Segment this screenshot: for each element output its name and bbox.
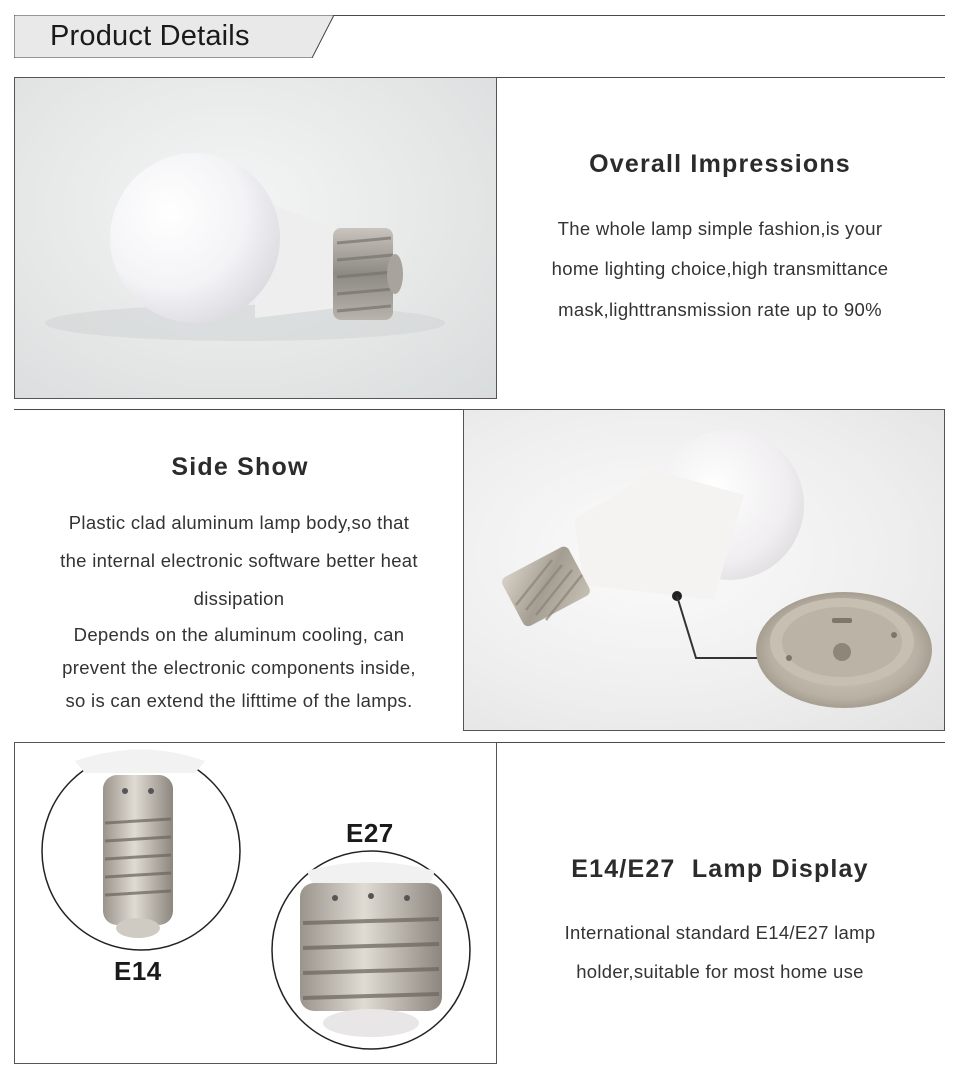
side-line-5: prevent the electronic components inside,	[62, 657, 416, 678]
bulb-side-illustration	[464, 410, 945, 731]
lamp-display-line-2: holder,suitable for most home use	[576, 961, 864, 982]
header-rule	[334, 15, 945, 16]
lamp-display-title: E14/E27 Lamp Display	[571, 855, 869, 883]
overall-line-3: mask,lighttransmission rate up to 90%	[558, 299, 882, 320]
page-title: Product Details	[50, 20, 250, 52]
overall-title: Overall Impressions	[589, 150, 851, 178]
lamp-display-line-1: International standard E14/E27 lamp	[564, 922, 876, 943]
overall-line-1: The whole lamp simple fashion,is your	[557, 218, 883, 239]
overall-line-2: home lighting choice,high transmittance	[551, 258, 889, 279]
section-rule	[497, 742, 945, 743]
e27-label: E27	[346, 818, 394, 848]
e14-label: E14	[114, 956, 162, 986]
section-rule	[14, 409, 463, 410]
side-line-2: the internal electronic software better heat	[60, 550, 418, 571]
section-rule	[497, 77, 945, 78]
side-line-4: Depends on the aluminum cooling, can	[73, 624, 405, 645]
side-line-1: Plastic clad aluminum lamp body,so that	[68, 512, 410, 533]
bulb-photo-front	[14, 77, 497, 399]
side-line-3: dissipation	[193, 588, 285, 609]
bulb-front-illustration	[15, 78, 497, 399]
bulb-photo-side	[463, 409, 945, 731]
lamp-base-illustration	[15, 743, 497, 1064]
lamp-base-comparison	[14, 742, 497, 1064]
side-title: Side Show	[171, 453, 309, 481]
side-line-6: so is can extend the lifttime of the lamps.	[65, 690, 413, 711]
